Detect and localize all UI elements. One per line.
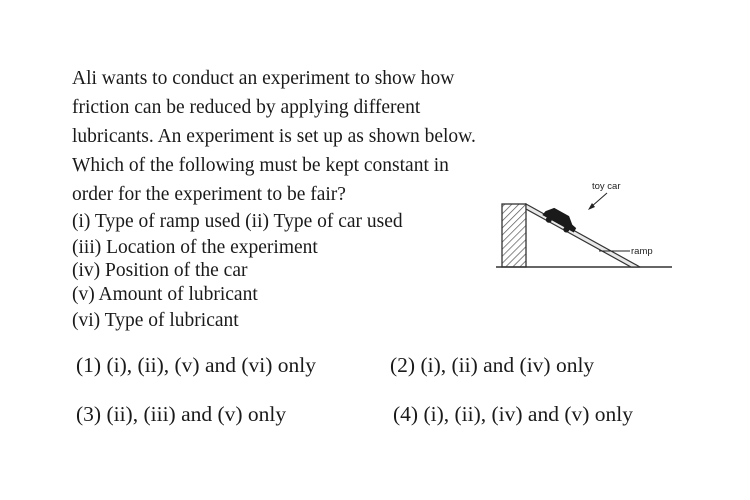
question-line-1: Ali wants to conduct an experiment to show how bbox=[72, 68, 455, 89]
toy-car-icon bbox=[540, 205, 579, 236]
option-2[interactable]: (2) (i), (ii) and (iv) only bbox=[390, 353, 595, 377]
statement-i-ii: (i) Type of ramp used (ii) Type of car used bbox=[72, 211, 403, 232]
option-4[interactable]: (4) (i), (ii), (iv) and (v) only bbox=[393, 402, 634, 426]
support-block bbox=[502, 204, 526, 267]
ramp-board bbox=[526, 204, 640, 267]
statement-iv: (iv) Position of the car bbox=[72, 260, 248, 281]
option-3[interactable]: (3) (ii), (iii) and (v) only bbox=[76, 402, 287, 426]
question-line-3: lubricants. An experiment is set up as shown below. bbox=[72, 126, 476, 147]
statement-vi: (vi) Type of lubricant bbox=[72, 310, 239, 331]
option-1[interactable]: (1) (i), (ii), (v) and (vi) only bbox=[76, 353, 317, 377]
question-line-2: friction can be reduced by applying different bbox=[72, 97, 421, 118]
ramp-diagram bbox=[490, 176, 680, 276]
question-line-5: order for the experiment to be fair? bbox=[72, 184, 346, 205]
toy-car-label: toy car bbox=[592, 181, 621, 192]
ramp-label: ramp bbox=[631, 246, 653, 257]
statement-v: (v) Amount of lubricant bbox=[72, 284, 258, 305]
question-line-4: Which of the following must be kept constant in bbox=[72, 155, 449, 176]
statement-iii: (iii) Location of the experiment bbox=[72, 237, 318, 258]
